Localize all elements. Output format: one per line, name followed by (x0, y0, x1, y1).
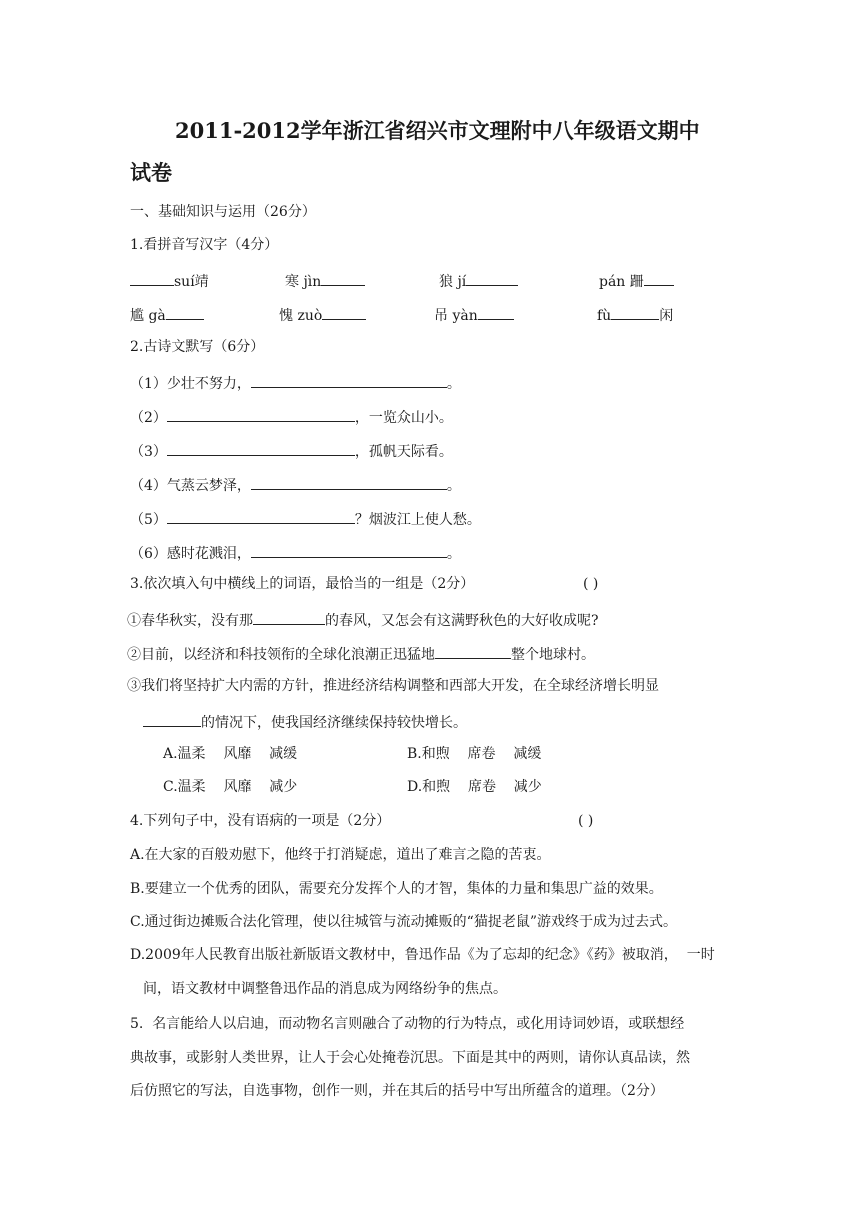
answer-blank[interactable] (253, 609, 325, 625)
option-c[interactable]: C.通过街边摊贩合法化管理，使以往城管与流动摊贩的“猫捉老鼠”游戏终于成为过去式。 (130, 914, 677, 930)
poem-item: （2） ，一览众山小。 (130, 406, 453, 427)
question-4-heading: 4.下列句子中，没有语病的一项是（2分） (130, 813, 391, 829)
question-5-line-3: 后仿照它的写法，自选事物，创作一则，并在其后的括号中写出所蕴含的道理。（2分） (130, 1083, 664, 1099)
pinyin-item: 狼 jí (439, 270, 518, 291)
answer-blank[interactable] (251, 372, 447, 388)
pinyin-item: 寒 jìn (285, 270, 365, 291)
option-c[interactable]: C.温柔 风靡 减少 (163, 779, 298, 795)
poem-item: （6）感时花溅泪， 。 (130, 542, 461, 563)
answer-blank[interactable] (644, 270, 674, 286)
answer-blank[interactable] (611, 304, 659, 320)
page-title-line-2: 试卷 (130, 160, 172, 185)
option-d-line-1[interactable]: D.2009年人民教育出版社新版语文教材中，鲁迅作品《为了忘却的纪念》《药》被取消， 一时 (130, 947, 715, 963)
option-a[interactable]: A.在大家的百般劝慰下，他终于打消疑虑，道出了难言之隐的苦衷。 (130, 847, 551, 863)
question-2-heading: 2.古诗文默写（6分） (130, 339, 265, 355)
poem-item: （1）少壮不努力， 。 (130, 372, 461, 393)
question-5-line-1: 5. 名言能给人以启迪，而动物名言则融合了动物的行为特点，或化用诗词妙语，或联想经 (130, 1016, 685, 1032)
question-1-heading: 1.看拼音写汉字（4分） (130, 237, 279, 253)
pinyin-item: 愧 zuò (279, 304, 366, 325)
pinyin-item: 吊 yàn (434, 304, 514, 325)
answer-blank[interactable] (478, 304, 514, 320)
pinyin-item: pán 跚 (599, 270, 674, 291)
poem-item: （4）气蒸云梦泽， 。 (130, 474, 461, 495)
page-title-line-1: 2011-2012学年浙江省绍兴市文理附中八年级语文期中 (175, 118, 700, 143)
sentence-2: ②目前，以经济和科技领衔的全球化浪潮正迅猛地 整个地球村。 (127, 643, 595, 664)
answer-blank[interactable] (167, 440, 355, 456)
answer-blank[interactable] (466, 270, 518, 286)
answer-parentheses[interactable]: ( ) (583, 576, 599, 592)
answer-blank[interactable] (167, 406, 355, 422)
poem-item: （5） ？烟波江上使人愁。 (130, 508, 481, 529)
sentence-3-line-1: ③我们将坚持扩大内需的方针，推进经济结构调整和西部大开发，在全球经济增长明显 (127, 678, 659, 694)
option-b[interactable]: B.和煦 席卷 减缓 (407, 746, 542, 762)
section-heading: 一、基础知识与运用（26分） (130, 204, 316, 220)
question-3-heading: 3.依次填入句中横线上的词语，最恰当的一组是（2分） (130, 576, 475, 592)
option-d-line-2[interactable]: 间，语文教材中调整鲁迅作品的消息成为网络纷争的焦点。 (143, 981, 507, 997)
answer-blank[interactable] (321, 270, 365, 286)
option-d[interactable]: D.和煦 席卷 减少 (407, 779, 542, 795)
answer-blank[interactable] (322, 304, 366, 320)
sentence-3-line-2: 的情况下，使我国经济继续保持较快增长。 (143, 711, 467, 732)
option-b[interactable]: B.要建立一个优秀的团队，需要充分发挥个人的才智，集体的力量和集思广益的效果。 (130, 881, 663, 897)
sentence-1: ①春华秋实，没有那 的春风，又怎会有这满野秋色的大好收成呢? (127, 609, 599, 630)
question-5-line-2: 典故事，或影射人类世界，让人于会心处掩卷沉思。下面是其中的两则，请你认真品读，然 (130, 1050, 690, 1066)
answer-blank[interactable] (251, 542, 447, 558)
answer-blank[interactable] (251, 474, 447, 490)
answer-blank[interactable] (167, 508, 355, 524)
answer-blank[interactable] (130, 270, 174, 286)
option-a[interactable]: A.温柔 风靡 减缓 (163, 746, 298, 762)
answer-blank[interactable] (166, 304, 204, 320)
pinyin-item: 尴 gà (130, 304, 204, 325)
pinyin-item: fù 闲 (597, 304, 673, 325)
pinyin-item: suí靖 (130, 270, 209, 291)
answer-blank[interactable] (435, 643, 511, 659)
poem-item: （3） ，孤帆天际看。 (130, 440, 453, 461)
answer-blank[interactable] (143, 711, 201, 727)
answer-parentheses[interactable]: ( ) (578, 813, 594, 829)
